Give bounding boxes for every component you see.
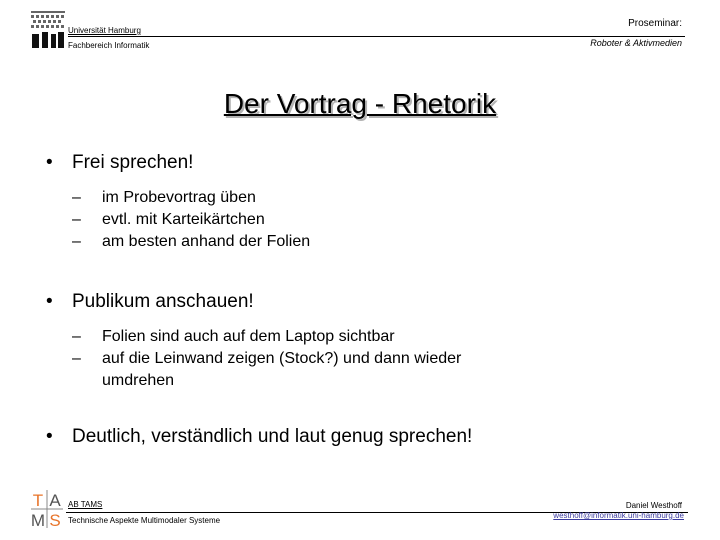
bullet-symbol: •: [46, 426, 53, 447]
logo-letter-s: S: [49, 511, 61, 529]
bullet-text: Publikum anschauen!: [72, 291, 254, 312]
sub-list: [72, 187, 310, 253]
author-email-link[interactable]: westhoff@informatik.uni-hamburg.de: [553, 511, 684, 520]
bullet-symbol: •: [46, 291, 53, 312]
logo-letter-a: A: [49, 491, 61, 510]
group-subtitle: Technische Aspekte Multimodaler Systeme: [68, 516, 221, 525]
bullet-text: Frei sprechen!: [72, 152, 194, 173]
course-label: Proseminar:: [628, 18, 682, 29]
sub-bullet-item: – am besten anhand der Folien: [72, 233, 311, 250]
logo-letter-t: T: [32, 491, 44, 510]
sub-bullet-continuation: umdrehen: [102, 372, 175, 389]
sub-bullet-item: – auf die Leinwand zeigen (Stock?) und dann wieder: [72, 350, 462, 367]
bullet-text: Deutlich, verständlich und laut genug sprechen!: [72, 426, 473, 447]
logo-letter-m: M: [30, 511, 46, 529]
slide-title: Der Vortrag - Rhetorik: [223, 88, 497, 119]
sub-list: [72, 326, 461, 392]
sub-bullet-item: – Folien sind auch auf dem Laptop sichtbar: [72, 328, 395, 345]
sub-bullet-item: – evtl. mit Karteikärtchen: [72, 211, 265, 228]
bullet-item: [46, 152, 193, 174]
bullet-item: [46, 426, 472, 448]
bullet-symbol: •: [46, 152, 53, 173]
university-name[interactable]: Universität Hamburg: [68, 26, 141, 35]
university-logo: [30, 10, 66, 50]
tams-logo: [30, 489, 64, 529]
sub-bullet-item: – im Probevortrag üben: [72, 189, 256, 206]
bullet-item: [46, 291, 254, 313]
course-title: Roboter & Aktivmedien: [590, 38, 682, 48]
department-name: Fachbereich Informatik: [68, 41, 150, 50]
group-link[interactable]: AB TAMS: [68, 500, 103, 509]
author-name: Daniel Westhoff: [625, 501, 682, 510]
header-divider: [68, 36, 685, 37]
